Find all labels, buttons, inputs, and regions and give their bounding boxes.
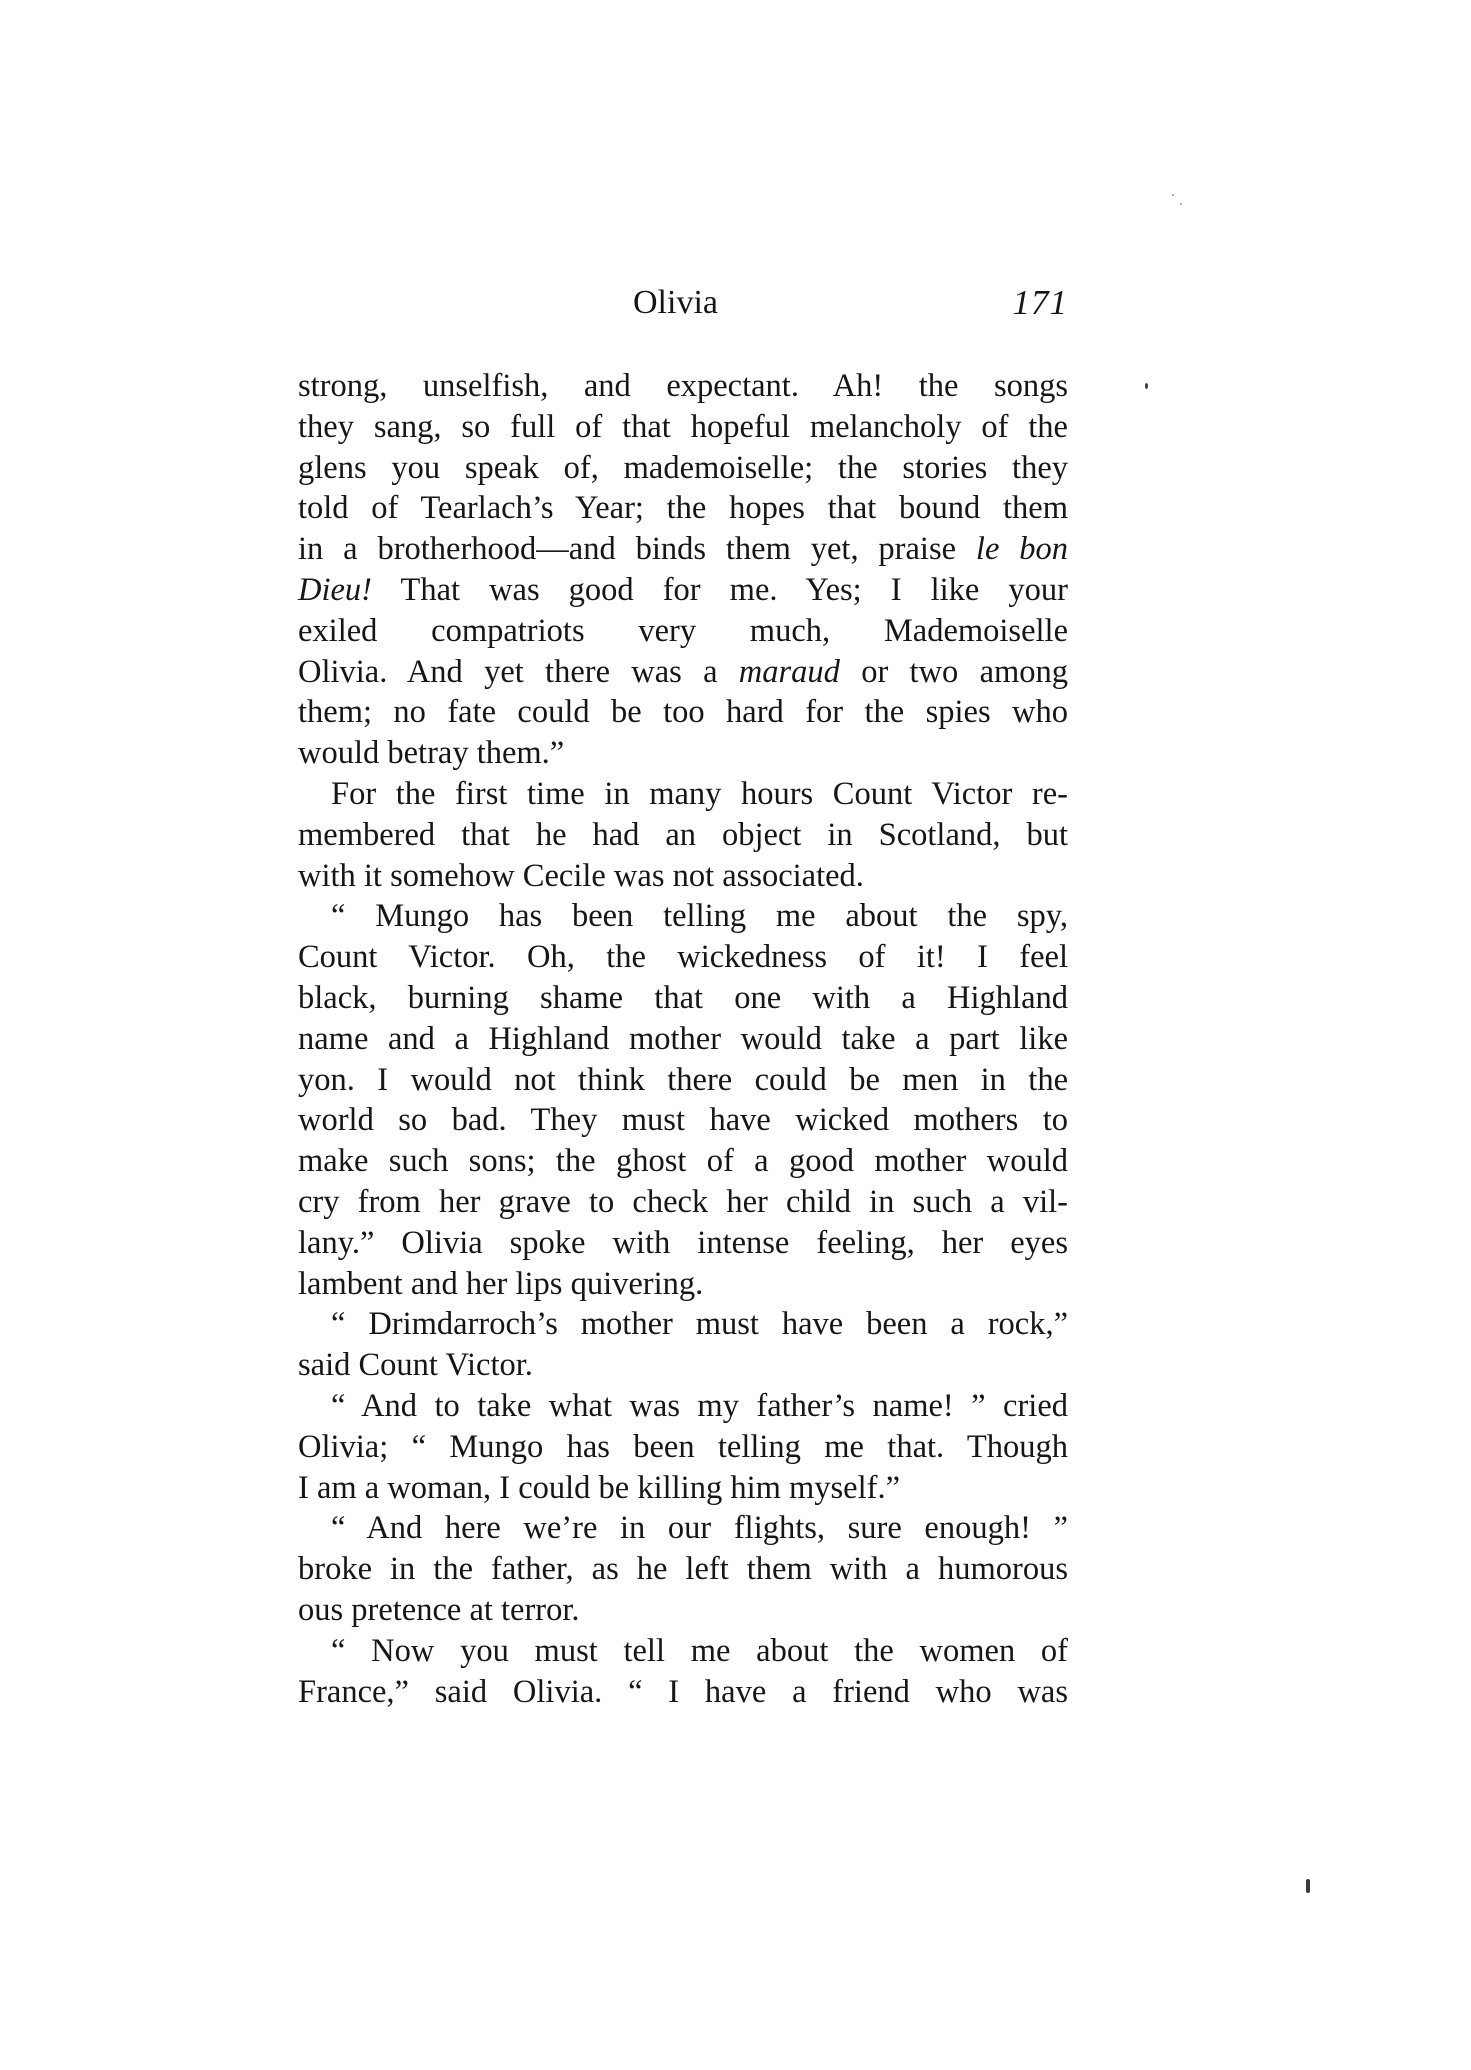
text-segment: Olivia. And yet there was a [298,653,718,690]
italic-phrase: le bon [975,531,1068,568]
scan-speck [1145,383,1148,389]
text-line: with it somehow Cecile was not associated. [298,857,864,894]
text-line: France,” said Olivia. “ I have a friend who was [298,1673,1068,1710]
text-segment: or two among [861,653,1069,690]
paragraph-first-line: “ Drimdarroch’s mother must have been a rock,” [331,1306,1068,1343]
text-line: make such sons; the ghost of a good mother would [298,1143,1068,1180]
italic-phrase: Dieu! [298,571,372,608]
text-line: black, burning shame that one with a Highland [298,979,1068,1016]
text-segment: That was good for me. Yes; I like your [400,571,1068,608]
paragraph-first-line: “ Mungo has been telling me about the spy, [331,898,1068,935]
text-line: world so bad. They must have wicked mothers to [298,1102,1068,1139]
text-line: glens you speak of, mademoiselle; the stories they [298,449,1068,486]
text-line: yon. I would not think there could be men in the [298,1061,1068,1098]
paragraph-first-line: “ And here we’re in our flights, sure enough! ” [331,1510,1068,1547]
scan-speck [1306,1879,1310,1893]
italic-word: maraud [738,653,840,690]
text-line: Count Victor. Oh, the wickedness of it! I feel [298,939,1068,976]
text-line: ous pretence at terror. [298,1591,580,1628]
text-line: lambent and her lips quivering. [298,1265,704,1302]
text-line: exiled compatriots very much, Mademoiselle [298,612,1068,649]
text-segment: in a brotherhood—and binds them yet, praise [298,531,957,568]
text-line [298,570,1068,611]
paragraph-first-line: For the first time in many hours Count Victor re- [331,775,1068,812]
text-line: lany.” Olivia spoke with intense feeling, her eyes [298,1224,1068,1261]
text-line: I am a woman, I could be killing him myself.” [298,1469,901,1506]
scan-speck [1172,194,1174,196]
text-line: would betray them.” [298,735,565,772]
page-header [298,283,1068,333]
text-line: told of Tearlach’s Year; the hopes that bound them [298,490,1068,527]
text-line: cry from her grave to check her child in such a vil- [298,1183,1068,1220]
text-line: said Count Victor. [298,1347,533,1384]
text-line: Olivia; “ Mungo has been telling me that. Though [298,1428,1068,1465]
text-line: strong, unselfish, and expectant. Ah! the songs [298,368,1068,404]
scan-speck [1180,203,1182,205]
paragraph-first-line: “ And to take what was my father’s name! ” cried [331,1387,1068,1424]
running-title: Olivia [633,284,718,321]
text-line: name and a Highland mother would take a part like [298,1020,1068,1057]
text-line: broke in the father, as he left them with a humorous [298,1551,1068,1588]
text-line: them; no fate could be too hard for the spies who [298,694,1068,731]
text-line [298,529,1068,570]
text-line: membered that he had an object in Scotland, but [298,816,1068,853]
text-line [298,652,1068,693]
text-line: they sang, so full of that hopeful melancholy of the [298,408,1068,445]
page-number: 171 [1012,283,1068,322]
paragraph-first-line: “ Now you must tell me about the women of [331,1632,1068,1669]
body-text [298,366,1068,1712]
